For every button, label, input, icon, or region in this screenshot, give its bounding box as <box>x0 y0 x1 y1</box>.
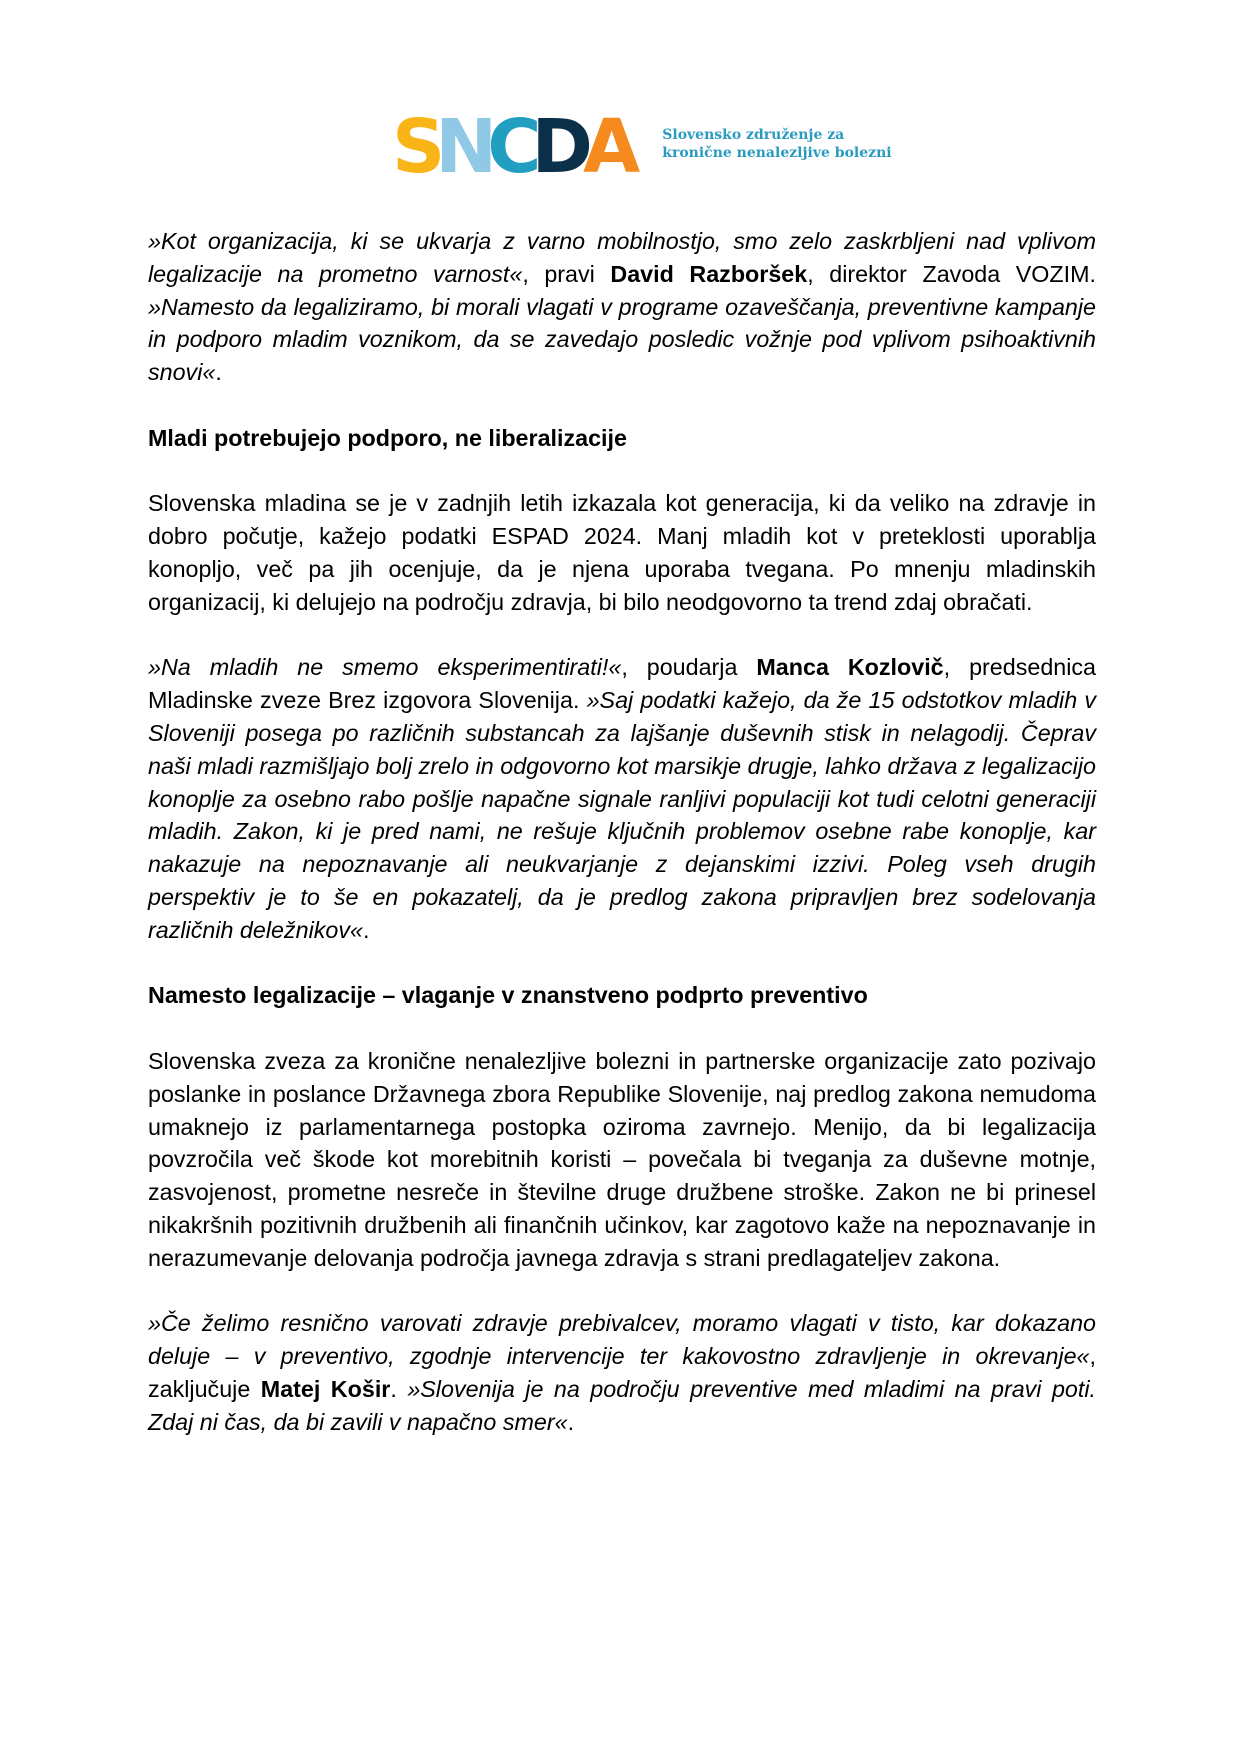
snccda-logo <box>392 104 641 190</box>
text: , predsednica Mladinske zveze Brez izgovora Slovenija. <box>148 654 1097 714</box>
organization-name <box>662 126 891 162</box>
text: . <box>390 1375 408 1402</box>
quote: »Na mladih ne smemo eksperimentirati!« <box>148 654 622 681</box>
header <box>392 104 892 190</box>
logo-letter-d: D <box>531 104 583 190</box>
logo-letter-a: A <box>582 104 641 190</box>
paragraph-call-to-parliament: Slovenska zveza za kronične nenalezljive bolezni in partnerske organizacije zato pozivajo poslanke in poslance Državnega zbora Republike Slovenije, naj predlog zakona nemudoma umaknejo iz parlamentarnega postopka oziroma zavrnejo. Menijo, da bi legalizacija povzročila več škode kot morebitnih koristi – povečala bi tveganja za duševne motnje, zasvojenost, prometne nesreče in številne druge družbene stroške. Zakon ne bi prinesel nikakršnih pozitivnih družbenih ali finančnih učinkov, kar zagotovo kaže na nepoznavanje in nerazumevanje delovanja področja javnega zdravja s strani predlagateljev zakona. <box>148 1047 1096 1271</box>
speaker-name: Manca Kozlovič <box>756 654 944 681</box>
speaker-name: David Razboršek <box>610 260 808 287</box>
text: , zaključuje <box>148 1343 1096 1402</box>
logo-letter-s: S <box>392 104 436 190</box>
quote: »Kot organizacija, ki se ukvarja z varno mobilnostjo, smo zelo zaskrbljeni nad vplivom legalizacije na prometno varnost« <box>148 228 1096 287</box>
paragraph-kosir-quote <box>148 1307 1096 1438</box>
quote: »Slovenija je na področju preventive med mladimi na pravi poti. Zdaj ni čas, da bi zavili v napačno smer« <box>148 1375 1096 1435</box>
text: . <box>362 916 370 943</box>
text: , direktor Zavoda VOZIM. <box>807 260 1096 287</box>
logo-letter-n: N <box>435 104 488 190</box>
paragraph-espad: Slovenska mladina se je v zadnjih letih izkazala kot generacija, ki da veliko na zdravje in dobro počutje, kažejo podatki ESPAD 2024. Manj mladih kot v preteklosti uporablja konopljo, več pa jih ocenjuje, da je njena uporaba tvegana. Po mnenju mladinskih organizacij, ki delujejo na področju zdravja, bi bilo neodgovorno ta trend zdaj obračati. <box>148 490 1096 615</box>
text: . <box>567 1408 575 1435</box>
paragraph-kozlovic-quote <box>148 651 1096 946</box>
section-heading-youth-support: Mladi potrebujejo podporo, ne liberalizacije <box>148 424 627 451</box>
text: , pravi <box>522 260 611 287</box>
document-body <box>148 225 1096 1471</box>
paragraph-razborsek-quote <box>148 225 1096 389</box>
text: . <box>215 359 222 386</box>
text: , poudarja <box>621 654 757 681</box>
quote: »Saj podatki kažejo, da že 15 odstotkov mladih v Sloveniji posega po različnih substancah za lajšanje duševnih stisk in nelagodij. Čeprav naši mladi razmišljajo bolj zrelo in odgovorno kot marsikje drugje, lahko država z legalizacijo konoplje za osebno rabo pošlje napačne signale ranljivi populaciji kot tudi celotni generaciji mladih. Zakon, ki je pred nami, ne rešuje ključnih problemov osebne rabe konoplje, kar nakazuje na nepoznavanje ali neukvarjanje z dejanskimi izzivi. Poleg vseh drugih perspektiv je to še en pokazatelj, da je predlog zakona pripravljen brez sodelovanja različnih deležnikov« <box>148 687 1096 943</box>
logo-letter-c: C <box>487 104 532 190</box>
quote: »Če želimo resnično varovati zdravje prebivalcev, moramo vlagati v tisto, kar dokazano deluje – v preventivo, zgodnje intervencije ter kakovostno zdravljenje in okrevanje« <box>148 1310 1096 1370</box>
organization-name-line-2: kronične nenalezljive bolezni <box>662 145 892 161</box>
speaker-name: Matej Košir <box>260 1375 391 1402</box>
section-heading-prevention: Namesto legalizacije – vlaganje v znanstveno podprto preventivo <box>148 982 868 1009</box>
organization-name-line-1: Slovensko združenje za <box>662 127 845 143</box>
quote: »Namesto da legaliziramo, bi morali vlagati v programe ozaveščanja, preventivne kampanje in podporo mladim voznikom, da se zavedajo posledic vožnje pod vplivom psihoaktivnih snovi« <box>148 293 1096 386</box>
